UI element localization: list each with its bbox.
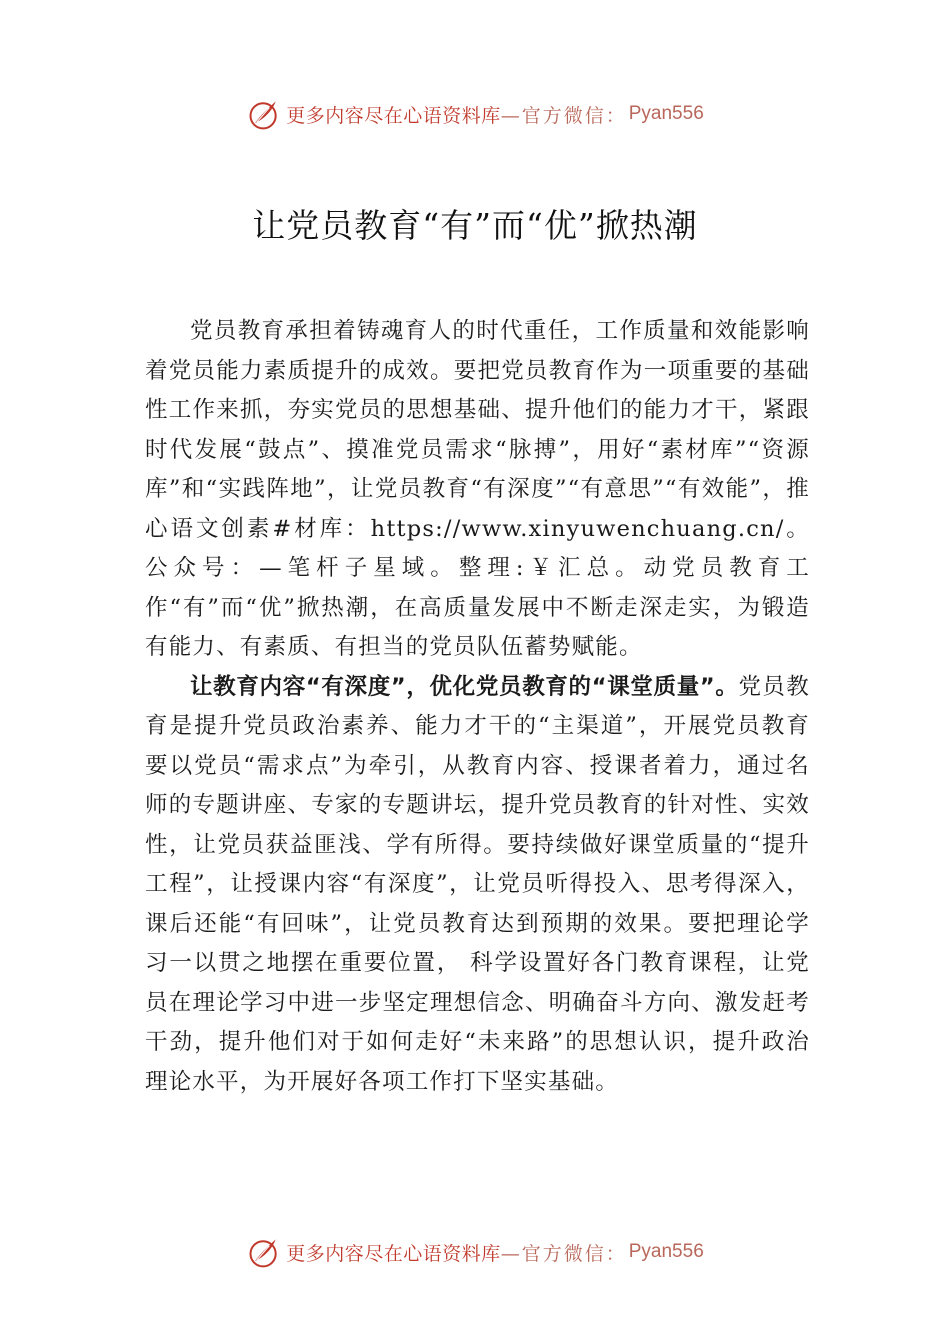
watermark-wechat-id: Pyan556 <box>628 103 704 124</box>
watermark-sub-text: —官方微信： <box>500 104 627 127</box>
footer-watermark <box>0 1230 950 1274</box>
header-watermark <box>0 92 950 136</box>
document-title: 让党员教育“有”而“优”掀热潮 <box>252 206 698 245</box>
section-1-body: 党员教育是提升党员政治素养、能力才干的“主渠道”，开展党员教育要以党员“需求点”为牵引，从教育内容、授课者着力，通过名师的专题讲座、专家的专题讲坛，提升党员教育的针对性、实效性，让党员获益匪浅、学有所得。要持续做好课堂质量的“提升工程”，让授课内容“有深度”，让党员听得投入、思考得深入，课后还能“有回味”，让党员教育达到预期的效果。要把理论学习一以贯之地摆在重要位置， 科学设置好各门教育课程，让党员在理论学习中进一步坚定理想信念、明确奋斗方向、激发赶考干劲，提升他们对于如何走好“未来路”的思想认识，提升政治理论水平，为开展好各项工作打下坚实基础。 <box>145 673 810 1095</box>
paragraph-section-1 <box>145 668 810 1103</box>
quill-logo-icon <box>246 1234 282 1270</box>
document-body <box>145 312 810 1102</box>
paragraph-intro: 党员教育承担着铸魂育人的时代重任，工作质量和效能影响着党员能力素质提升的成效。要把党员教育作为一项重要的基础性工作来抓，夯实党员的思想基础、提升他们的能力才干，紧跟时代发展“鼓点”、摸准党员需求“脉搏”，用好“素材库”“资源库”和“实践阵地”，让党员教育“有深度”“有意思”“有效能”，推心语文创素#材库：https://www.xinyuwenchuang.cn/。公众号：—笔杆子星域。整理:￥汇总。动党员教育工作“有”而“优”掀热潮，在高质量发展中不断走深走实，为锻造有能力、有素质、有担当的党员队伍蓄势赋能。 <box>145 318 810 660</box>
watermark-main-text: 更多内容尽在心语资料库 <box>286 1242 501 1265</box>
section-1-heading: 让教育内容“有深度”，优化党员教育的“课堂质量”。 <box>190 673 739 700</box>
watermark-wechat-id: Pyan556 <box>628 1241 704 1262</box>
watermark-sub-text: —官方微信： <box>500 1242 627 1265</box>
quill-logo-icon <box>246 96 282 132</box>
watermark-main-text: 更多内容尽在心语资料库 <box>286 104 501 127</box>
